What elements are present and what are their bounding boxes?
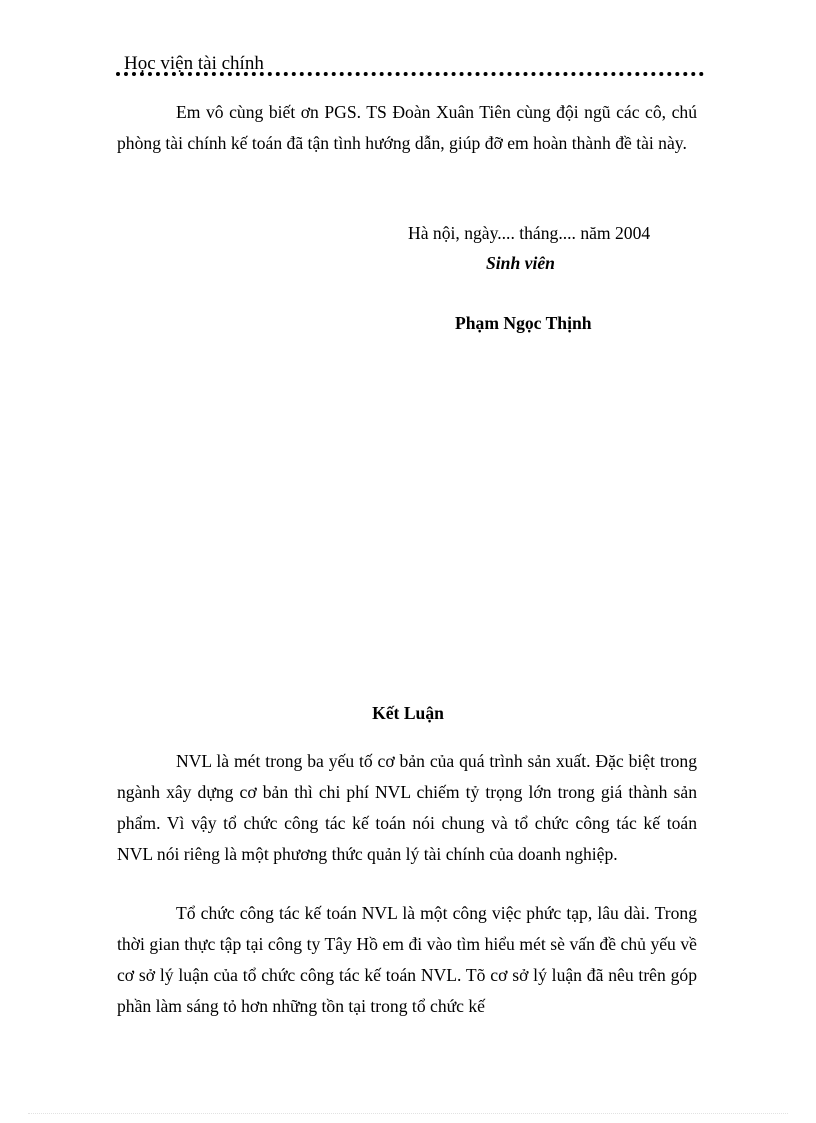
- signer-name: Phạm Ngọc Thịnh: [455, 313, 592, 333]
- acknowledgement-paragraph: Em vô cùng biết ơn PGS. TS Đoàn Xuân Tiên cùng đội ngũ các cô, chú phòng tài chính kế toán đã tận tình hướng dẫn, giúp đỡ em hoàn thành đề tài này.: [117, 102, 697, 153]
- header-title: Học viện tài chính: [124, 53, 264, 74]
- footer-dotted-rule: [28, 1113, 788, 1114]
- conclusion-paragraph-2: Tổ chức công tác kế toán NVL là một công việc phức tạp, lâu dài. Trong thời gian thực tập tại công ty Tây Hồ em đi vào tìm hiểu mét sè vấn đề chủ yếu về cơ sở lý luận của tổ chức công tác kế toán NVL. Tõ cơ sở lý luận đã nêu trên góp phần làm sáng tỏ hơn những tồn tại trong tổ chức kế: [117, 903, 697, 1016]
- conclusion-title: Kết Luận: [372, 703, 444, 723]
- signer-title: Sinh viên: [486, 253, 555, 273]
- conclusion-paragraph-1: NVL là mét trong ba yếu tố cơ bản của quá trình sản xuất. Đặc biệt trong ngành xây dựng cơ bản thì chi phí NVL chiếm tỷ trọng lớn trong giá thành sản phẩm. Vì vậy tổ chức công tác kế toán nói chung và tổ chức công tác kế toán NVL nói riêng là một phương thức quản lý tài chính của doanh nghiệp.: [117, 751, 697, 864]
- header-dotted-rule: [116, 72, 704, 76]
- page-header: [116, 52, 704, 80]
- date-line: Hà nội, ngày.... tháng.... năm 2004: [408, 223, 651, 243]
